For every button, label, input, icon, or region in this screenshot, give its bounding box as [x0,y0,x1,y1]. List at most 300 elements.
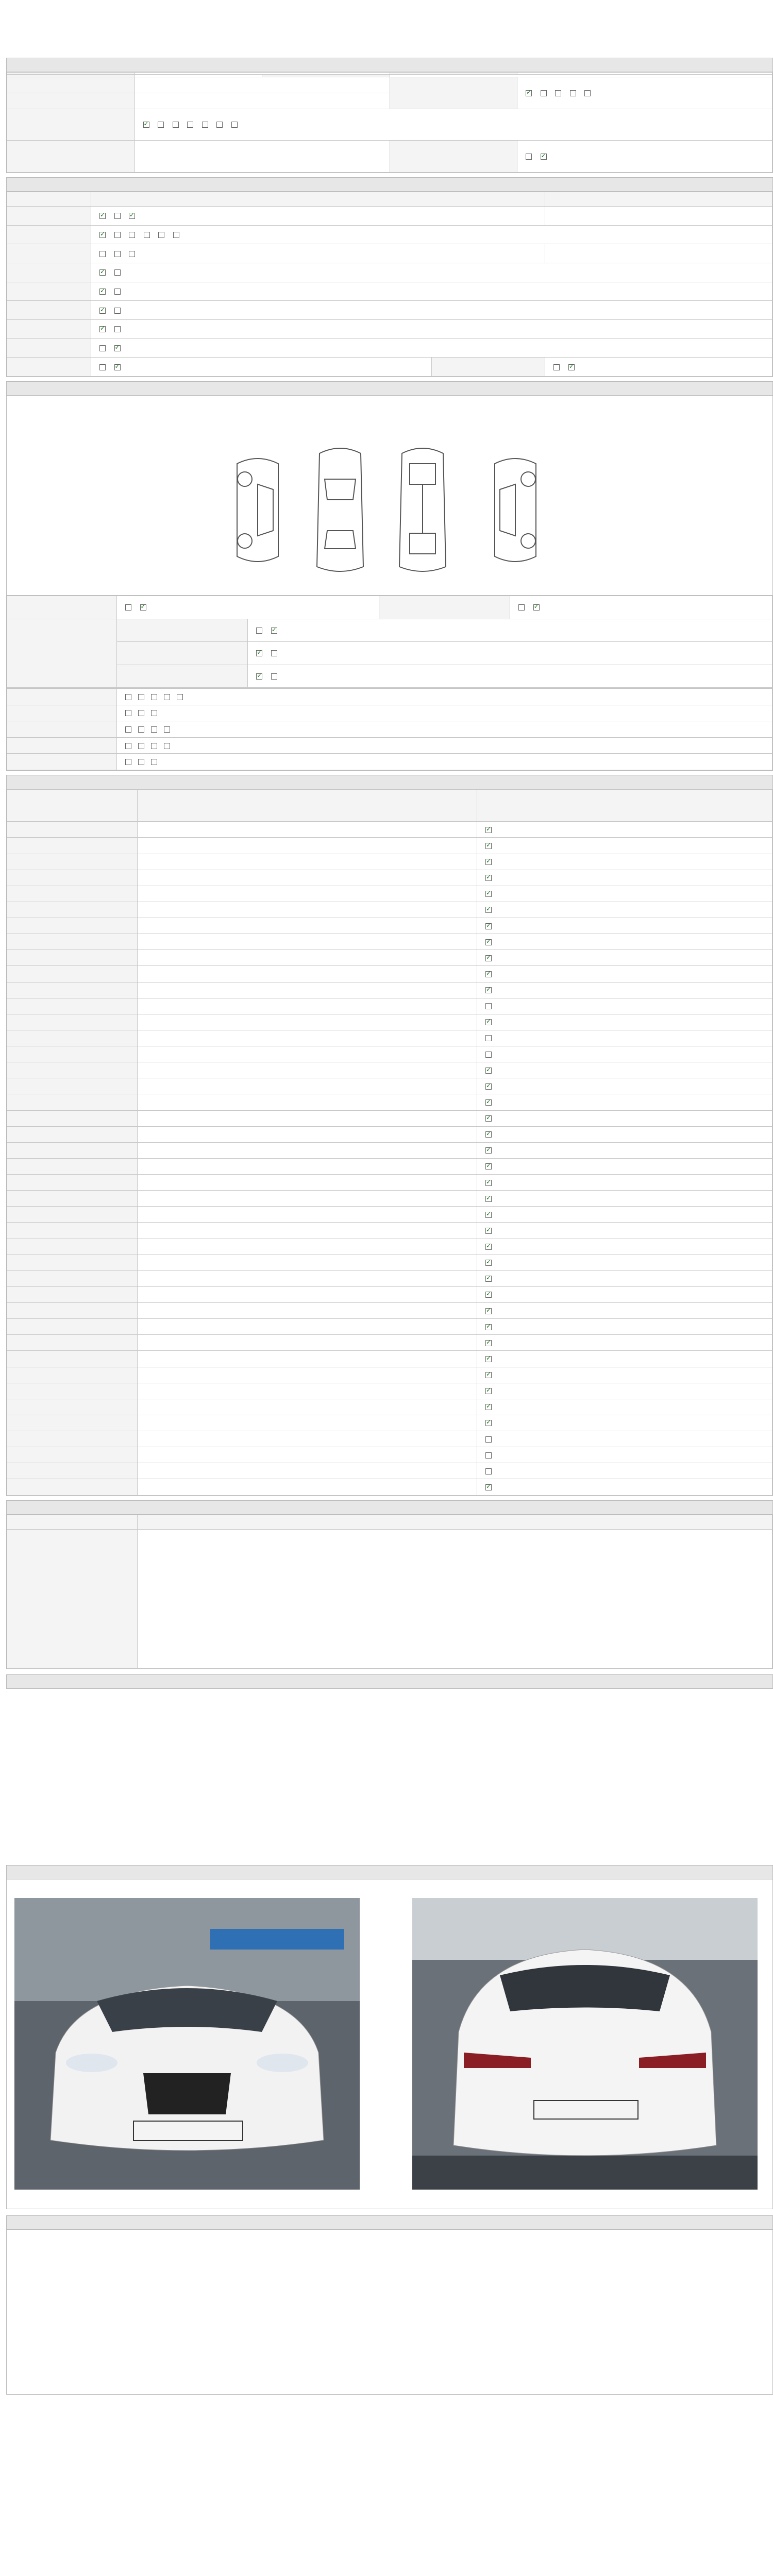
detail-row [7,1062,772,1078]
section-overall-header [6,177,773,192]
detail-state-checkbox[interactable] [485,1035,492,1041]
fuel-electric-checkbox[interactable] [202,122,208,128]
detail-item [138,1142,477,1158]
detail-row [7,1351,772,1367]
detail-device [7,1479,138,1496]
detail-item [138,1286,477,1302]
detail-item [138,998,477,1014]
detail-state [477,838,772,854]
detail-device [7,1351,138,1367]
detail-state [477,1270,772,1286]
detail-row [7,1110,772,1126]
simple-no-checkbox[interactable] [518,604,525,611]
rank-item-12-checkbox[interactable] [164,726,170,733]
detail-state-checkbox[interactable] [485,1324,492,1330]
rank-item-4-checkbox[interactable] [164,694,170,700]
detail-state [477,950,772,966]
detail-row [7,1335,772,1351]
detail-state [477,1239,772,1255]
detail-state-checkbox[interactable] [485,827,492,833]
detail-state-checkbox[interactable] [485,1228,492,1234]
rank-item-3-checkbox[interactable] [151,694,157,700]
vin-diff-checkbox[interactable] [144,232,150,238]
mileage-many-checkbox[interactable] [99,213,106,219]
detail-item [138,1255,477,1270]
accident-label [7,596,117,619]
outer-rank1-label [117,619,248,642]
detail-state-checkbox[interactable] [485,1484,492,1490]
detail-device [7,1319,138,1335]
detail-row [7,934,772,950]
detail-state [477,1351,772,1367]
detail-state-checkbox[interactable] [485,955,492,961]
rear-car-illustration [412,1898,758,2190]
detail-state [477,1463,772,1479]
rear-license-plate [533,2100,638,2120]
overall-header-use [7,192,91,207]
detail-device [7,1126,138,1142]
detail-item [138,1303,477,1319]
section-damage-header [6,381,773,396]
special-options [91,282,772,301]
detail-row [7,1383,772,1399]
detail-state-checkbox[interactable] [485,1180,492,1186]
detail-state [477,1110,772,1126]
simple-options [510,596,772,619]
options-options [91,338,772,358]
detail-row [7,1014,772,1030]
front-car-illustration [14,1898,360,2190]
detail-row [7,1447,772,1463]
rank-row-5-items [117,754,772,770]
trans-label [390,77,517,109]
detail-state [477,854,772,870]
detail-state [477,1479,772,1496]
color-chromatic-checkbox[interactable] [114,326,121,332]
detail-state-checkbox[interactable] [485,1212,492,1218]
detail-state [477,1094,772,1110]
detail-state-checkbox[interactable] [485,843,492,849]
detail-row [7,886,772,902]
detail-device [7,1286,138,1302]
recall-options [91,358,432,377]
detail-row [7,902,772,918]
detail-state-checkbox[interactable] [485,891,492,897]
detail-device [7,1463,138,1479]
detail-state [477,934,772,950]
color-options [91,319,772,338]
detail-row [7,838,772,854]
detail-state [477,1319,772,1335]
car-top-rear-window [325,531,356,549]
detail-row [7,854,772,870]
detail-state [477,1014,772,1030]
detail-header-device [7,790,138,822]
detail-item [138,1014,477,1030]
detail-state-checkbox[interactable] [485,1003,492,1009]
detail-state-checkbox[interactable] [485,1340,492,1346]
detail-state [477,1158,772,1174]
emission-values [545,244,772,263]
car-left-front-wheel [238,472,252,486]
outer1-yes-checkbox[interactable] [271,628,277,634]
vin-painted-checkbox[interactable] [173,232,179,238]
detail-item [138,1239,477,1255]
detail-device [7,1415,138,1431]
outer2-yes-checkbox[interactable] [271,650,277,656]
emission-hc-checkbox[interactable] [114,251,121,257]
detail-row [7,1126,772,1142]
detail-row [7,1479,772,1496]
detail-state-checkbox[interactable] [485,1468,492,1475]
vin-rust-checkbox[interactable] [114,232,121,238]
detail-device [7,1399,138,1415]
detail-device [7,1142,138,1158]
detail-row [7,822,772,838]
detail-state-checkbox[interactable] [485,1260,492,1266]
detail-state-checkbox[interactable] [485,1372,492,1378]
detail-device [7,1014,138,1030]
detail-state [477,1046,772,1062]
recall-undone-checkbox[interactable] [553,364,560,370]
outer-rank2-value [248,642,772,665]
usage-yes-checkbox[interactable] [114,308,121,314]
overall-table [6,192,773,377]
detail-state [477,1142,772,1158]
rank-item-11-checkbox[interactable] [151,726,157,733]
detail-item [138,1319,477,1335]
rank-section-label [7,619,117,688]
section-basic-header [6,58,773,72]
emission-smoke-checkbox[interactable] [129,251,135,257]
other-header-state [138,1515,772,1530]
detail-device [7,1078,138,1094]
detail-item [138,1046,477,1062]
detail-device [7,1175,138,1191]
rank-row-3-items [117,721,772,738]
detail-state-checkbox[interactable] [485,1196,492,1202]
detail-state [477,902,772,918]
fuel-diesel-checkbox[interactable] [158,122,164,128]
emission-co-checkbox[interactable] [99,251,106,257]
rank-row-2-items [117,705,772,721]
detail-device [7,822,138,838]
accident-yes-checkbox[interactable] [140,604,146,611]
basic-info-table [6,72,773,173]
detail-state [477,870,772,886]
car-underbody-front [410,464,435,484]
detail-item [138,982,477,998]
detail-row [7,982,772,998]
simple-yes-checkbox[interactable] [533,604,540,611]
detail-state-checkbox[interactable] [485,939,492,945]
detail-device [7,1303,138,1319]
detail-state-checkbox[interactable] [485,1292,492,1298]
detail-state-checkbox[interactable] [485,1147,492,1154]
detail-item [138,822,477,838]
detail-item [138,870,477,886]
section-other-header [6,1500,773,1515]
frame-no-checkbox[interactable] [256,673,262,680]
detail-device [7,966,138,982]
detail-device [7,1030,138,1046]
car-left-window [258,484,273,536]
emission-options [91,244,545,263]
vin-damage-checkbox[interactable] [129,232,135,238]
detail-state [477,966,772,982]
detail-row [7,966,772,982]
detail-device [7,854,138,870]
detail-item [138,1335,477,1351]
price-note [138,1530,772,1669]
vin-value [135,93,390,109]
trans-options [517,77,772,109]
detail-state-checkbox[interactable] [485,1404,492,1410]
detail-device [7,1367,138,1383]
detail-device [7,1335,138,1351]
car-diagram [227,443,546,577]
detail-device [7,1062,138,1078]
detail-state-checkbox[interactable] [485,1131,492,1138]
detail-state-checkbox[interactable] [485,1163,492,1170]
fuel-hydrogen-checkbox[interactable] [216,122,223,128]
frame-value [248,665,772,688]
trans-semi-checkbox[interactable] [555,90,561,96]
detail-row [7,1255,772,1270]
detail-device [7,918,138,934]
trans-auto-checkbox[interactable] [526,90,532,96]
simple-label [379,596,510,619]
rank-item-16-checkbox[interactable] [164,743,170,749]
detail-row [7,1319,772,1335]
detail-state-checkbox[interactable] [485,1356,492,1362]
rank-item-13-checkbox[interactable] [125,743,131,749]
accident-options [117,596,379,619]
detail-row [7,950,772,966]
usage-label [7,301,91,320]
tuning-yes-checkbox[interactable] [114,269,121,276]
mileage-few-checkbox[interactable] [129,213,135,219]
detail-state [477,1191,772,1207]
trans-etc-checkbox[interactable] [584,90,591,96]
recall-done-checkbox[interactable] [568,364,575,370]
detail-item [138,1191,477,1207]
rank-item-6-checkbox[interactable] [125,710,131,716]
detail-device [7,1158,138,1174]
detail-item [138,1399,477,1415]
mileage-state [91,207,545,226]
detail-state-checkbox[interactable] [485,1308,492,1314]
engine-value [135,141,390,173]
section-cautions-header [6,1674,773,1689]
detail-state [477,1078,772,1094]
fuel-hybrid-checkbox[interactable] [187,122,193,128]
rank-item-1-checkbox[interactable] [125,694,131,700]
rear-photo [412,1898,758,2190]
tuning-no-checkbox[interactable] [99,269,106,276]
outer-rank1-value [248,619,772,642]
detail-item [138,1126,477,1142]
trans-cvt-checkbox[interactable] [570,90,576,96]
detail-state [477,1255,772,1270]
section-detail-header [6,775,773,789]
detail-table [6,789,773,1496]
accident-no-checkbox[interactable] [125,604,131,611]
frame-label [117,665,248,688]
firstreg-value [135,77,390,93]
detail-row [7,1046,772,1062]
frame-yes-checkbox[interactable] [271,673,277,680]
detail-state-checkbox[interactable] [485,1388,492,1394]
detail-row [7,1286,772,1302]
price-label [7,1530,138,1669]
detail-state-checkbox[interactable] [485,1099,492,1106]
color-achromatic-checkbox[interactable] [99,326,106,332]
detail-item [138,1383,477,1399]
detail-device [7,902,138,918]
warranty-insurance-checkbox[interactable] [541,154,547,160]
rank-row-5 [7,754,117,770]
detail-state [477,1223,772,1239]
detail-state [477,1030,772,1046]
detail-item [138,1351,477,1367]
detail-state [477,918,772,934]
detail-state [477,1367,772,1383]
detail-item [138,1415,477,1431]
detail-device [7,950,138,966]
detail-item [138,1270,477,1286]
detail-state-checkbox[interactable] [485,1436,492,1443]
warranty-self-checkbox[interactable] [526,154,532,160]
detail-state-checkbox[interactable] [485,1083,492,1090]
detail-state [477,982,772,998]
detail-state-checkbox[interactable] [485,1115,492,1122]
detail-state-checkbox[interactable] [485,987,492,993]
detail-row [7,1158,772,1174]
detail-device [7,1383,138,1399]
trans-manual-checkbox[interactable] [541,90,547,96]
detail-state-checkbox[interactable] [485,875,492,881]
detail-item [138,1062,477,1078]
vin-label [7,93,135,109]
detail-item [138,886,477,902]
detail-item [138,966,477,982]
rank-item-9-checkbox[interactable] [125,726,131,733]
detail-state-checkbox[interactable] [485,971,492,977]
vin-state-options [91,225,772,244]
detail-state-checkbox[interactable] [485,1244,492,1250]
detail-item [138,950,477,966]
special-no-checkbox[interactable] [99,289,106,295]
detail-row [7,1030,772,1046]
detail-state-checkbox[interactable] [485,1452,492,1459]
fuel-etc-checkbox[interactable] [231,122,238,128]
rank-item-19-checkbox[interactable] [151,759,157,765]
detail-state-checkbox[interactable] [485,1067,492,1074]
detail-row [7,1191,772,1207]
detail-item [138,1207,477,1223]
detail-item [138,1479,477,1496]
vin-state-label [7,225,91,244]
detail-state [477,1062,772,1078]
car-underbody-rear [410,533,435,554]
detail-item [138,1094,477,1110]
recall-none-checkbox[interactable] [99,364,106,370]
options-yes-checkbox[interactable] [114,345,121,351]
detail-device [7,998,138,1014]
rank-item-2-checkbox[interactable] [138,694,144,700]
recall-yes-checkbox[interactable] [114,364,121,370]
detail-item [138,1175,477,1191]
outer1-no-checkbox[interactable] [256,628,262,634]
fuel-lpg-checkbox[interactable] [173,122,179,128]
detail-row [7,1094,772,1110]
detail-state-checkbox[interactable] [485,1019,492,1025]
detail-row [7,1142,772,1158]
fuel-gasoline-checkbox[interactable] [143,122,149,128]
detail-device [7,1207,138,1223]
options-no-checkbox[interactable] [99,345,106,351]
detail-device [7,1046,138,1062]
cautions-block [10,1695,763,1699]
detail-item [138,902,477,918]
usage-no-checkbox[interactable] [99,308,106,314]
front-license-plate [133,2121,243,2141]
section-sign-header [6,2215,773,2230]
detail-row [7,1367,772,1383]
detail-state-checkbox[interactable] [485,907,492,913]
detail-device [7,870,138,886]
options-label [7,338,91,358]
detail-state-checkbox[interactable] [485,923,492,929]
detail-row [7,1175,772,1191]
detail-state-checkbox[interactable] [485,1276,492,1282]
detail-row [7,870,772,886]
detail-item [138,1110,477,1126]
detail-state-checkbox[interactable] [485,1420,492,1426]
detail-state [477,1126,772,1142]
outer2-no-checkbox[interactable] [256,650,262,656]
car-right-window [500,484,515,536]
rank-item-8-checkbox[interactable] [151,710,157,716]
detail-state-checkbox[interactable] [485,1052,492,1058]
rank-row-2 [7,705,117,721]
rank-row-4 [7,737,117,754]
rank-item-7-checkbox[interactable] [138,710,144,716]
detail-row [7,918,772,934]
detail-header-item [138,790,477,822]
rank-row-1-items [117,689,772,705]
detail-row [7,1239,772,1255]
rank-item-18-checkbox[interactable] [138,759,144,765]
rank-table [6,688,773,771]
detail-device [7,1191,138,1207]
rank-item-5-checkbox[interactable] [177,694,183,700]
rank-item-14-checkbox[interactable] [138,743,144,749]
fuel-options [135,109,772,141]
vin-good-checkbox[interactable] [99,232,106,238]
mileage-normal-checkbox[interactable] [114,213,121,219]
detail-item [138,1158,477,1174]
detail-device [7,1447,138,1463]
detail-state-checkbox[interactable] [485,859,492,865]
rank-item-15-checkbox[interactable] [151,743,157,749]
vin-altered-checkbox[interactable] [158,232,164,238]
rank-item-10-checkbox[interactable] [138,726,144,733]
rank-item-17-checkbox[interactable] [125,759,131,765]
special-yes-checkbox[interactable] [114,289,121,295]
detail-row [7,1463,772,1479]
